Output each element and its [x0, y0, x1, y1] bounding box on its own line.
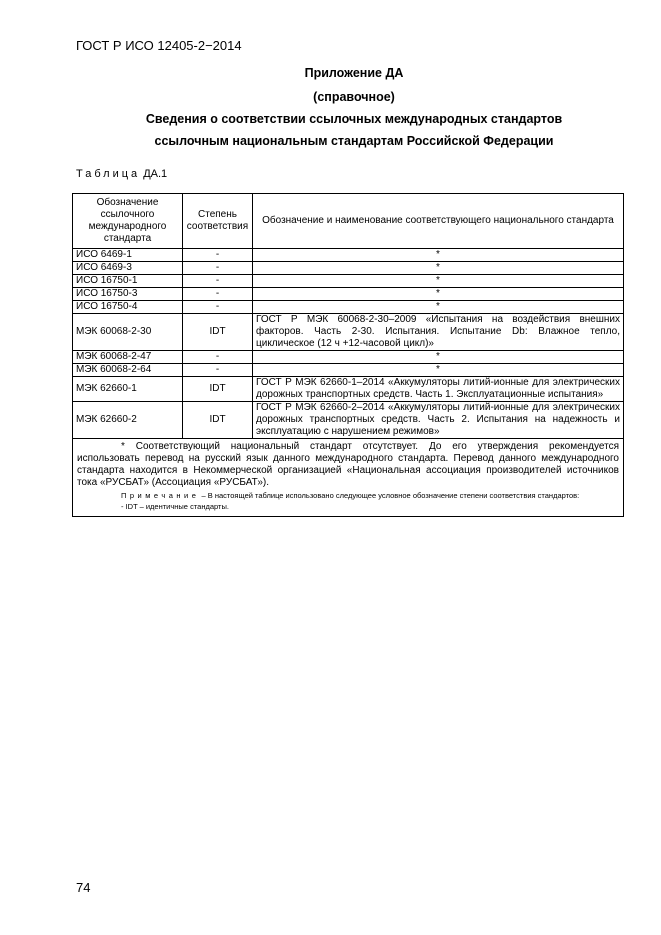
cell-reference: МЭК 60068-2-64: [73, 364, 183, 377]
cell-national: *: [253, 301, 624, 314]
appendix-subtitle: (справочное): [313, 90, 395, 104]
cell-national: *: [253, 262, 624, 275]
cell-national: *: [253, 249, 624, 262]
table-row: [73, 249, 624, 262]
table-caption-number: ДА.1: [143, 168, 168, 180]
appendix-title: Приложение ДА: [304, 66, 404, 80]
cell-reference: МЭК 60068-2-30: [73, 314, 183, 351]
table-footnote-row: [73, 439, 624, 517]
cell-reference: ИСО 6469-3: [73, 262, 183, 275]
footnote-cell: [73, 439, 624, 517]
note-item: - IDT – идентичные стандарты.: [121, 502, 229, 511]
cell-reference: ИСО 16750-3: [73, 288, 183, 301]
table-row: [73, 402, 624, 439]
cell-degree: -: [183, 262, 253, 275]
cell-reference: МЭК 62660-1: [73, 377, 183, 402]
cell-degree: -: [183, 275, 253, 288]
cell-degree: IDT: [183, 402, 253, 439]
cell-national: *: [253, 364, 624, 377]
note-text: – В настоящей таблице использовано следующее условное обозначение степени соответствия стандартов:: [199, 491, 580, 500]
page-number: 74: [76, 880, 91, 895]
table-row: [73, 377, 624, 402]
cell-degree: -: [183, 364, 253, 377]
table-note: [77, 491, 619, 501]
cell-reference: МЭК 60068-2-47: [73, 351, 183, 364]
table-caption-word: Таблица: [76, 168, 141, 180]
cell-national: *: [253, 351, 624, 364]
header-reference: Обозначение ссылочного международного стандарта: [73, 194, 183, 249]
table-row: [73, 314, 624, 351]
appendix-heading-line1: Сведения о соответствии ссылочных международных стандартов: [145, 112, 563, 126]
cell-reference: ИСО 16750-4: [73, 301, 183, 314]
header-national: Обозначение и наименование соответствующего национального стандарта: [253, 194, 624, 249]
cell-national: *: [253, 275, 624, 288]
table-row: [73, 301, 624, 314]
table-row: [73, 275, 624, 288]
cell-reference: ИСО 6469-1: [73, 249, 183, 262]
table-row: [73, 364, 624, 377]
note-label: Примечание: [121, 491, 200, 500]
table-row: [73, 288, 624, 301]
table-row: [73, 351, 624, 364]
cell-reference: ИСО 16750-1: [73, 275, 183, 288]
cell-national: ГОСТ Р МЭК 60068-2-30–2009 «Испытания на воздействия внешних факторов. Часть 2-30. Испытания. Испытание Db: Влажное тепло, циклическое (12 ч +12-часовой цикл)»: [253, 314, 624, 351]
cell-degree: IDT: [183, 314, 253, 351]
table-header-row: [73, 194, 624, 249]
cell-degree: -: [183, 249, 253, 262]
cell-national: ГОСТ Р МЭК 62660-2–2014 «Аккумуляторы литий-ионные для электрических дорожных транспортных средств. Часть 2. Испытания на надежность и эксплуатацию с нарушением режимов»: [253, 402, 624, 439]
document-id: ГОСТ Р ИСО 12405-2−2014: [76, 38, 242, 53]
cell-degree: -: [183, 288, 253, 301]
cell-national: ГОСТ Р МЭК 62660-1–2014 «Аккумуляторы литий-ионные для электрических дорожных транспортных средств. Часть 1. Эксплуатационные испытания»: [253, 377, 624, 402]
table-row: [73, 262, 624, 275]
table-caption: [76, 168, 167, 180]
cell-degree: IDT: [183, 377, 253, 402]
cell-degree: -: [183, 351, 253, 364]
cell-national: *: [253, 288, 624, 301]
appendix-heading-line2: ссылочным национальным стандартам Российской Федерации: [154, 134, 554, 148]
cell-degree: -: [183, 301, 253, 314]
header-degree: Степень соответствия: [183, 194, 253, 249]
correspondence-table: [72, 193, 624, 517]
cell-reference: МЭК 62660-2: [73, 402, 183, 439]
table-footnote: * Соответствующий национальный стандарт отсутствует. До его утверждения рекомендуется использовать перевод на русский язык данного международного стандарта. Перевод данного международного стандарта находится в Некоммерческой организацией «Национальная ассоциация производителей источников тока «РУСБАТ» (Ассоциация «РУСБАТ»).: [77, 441, 619, 488]
